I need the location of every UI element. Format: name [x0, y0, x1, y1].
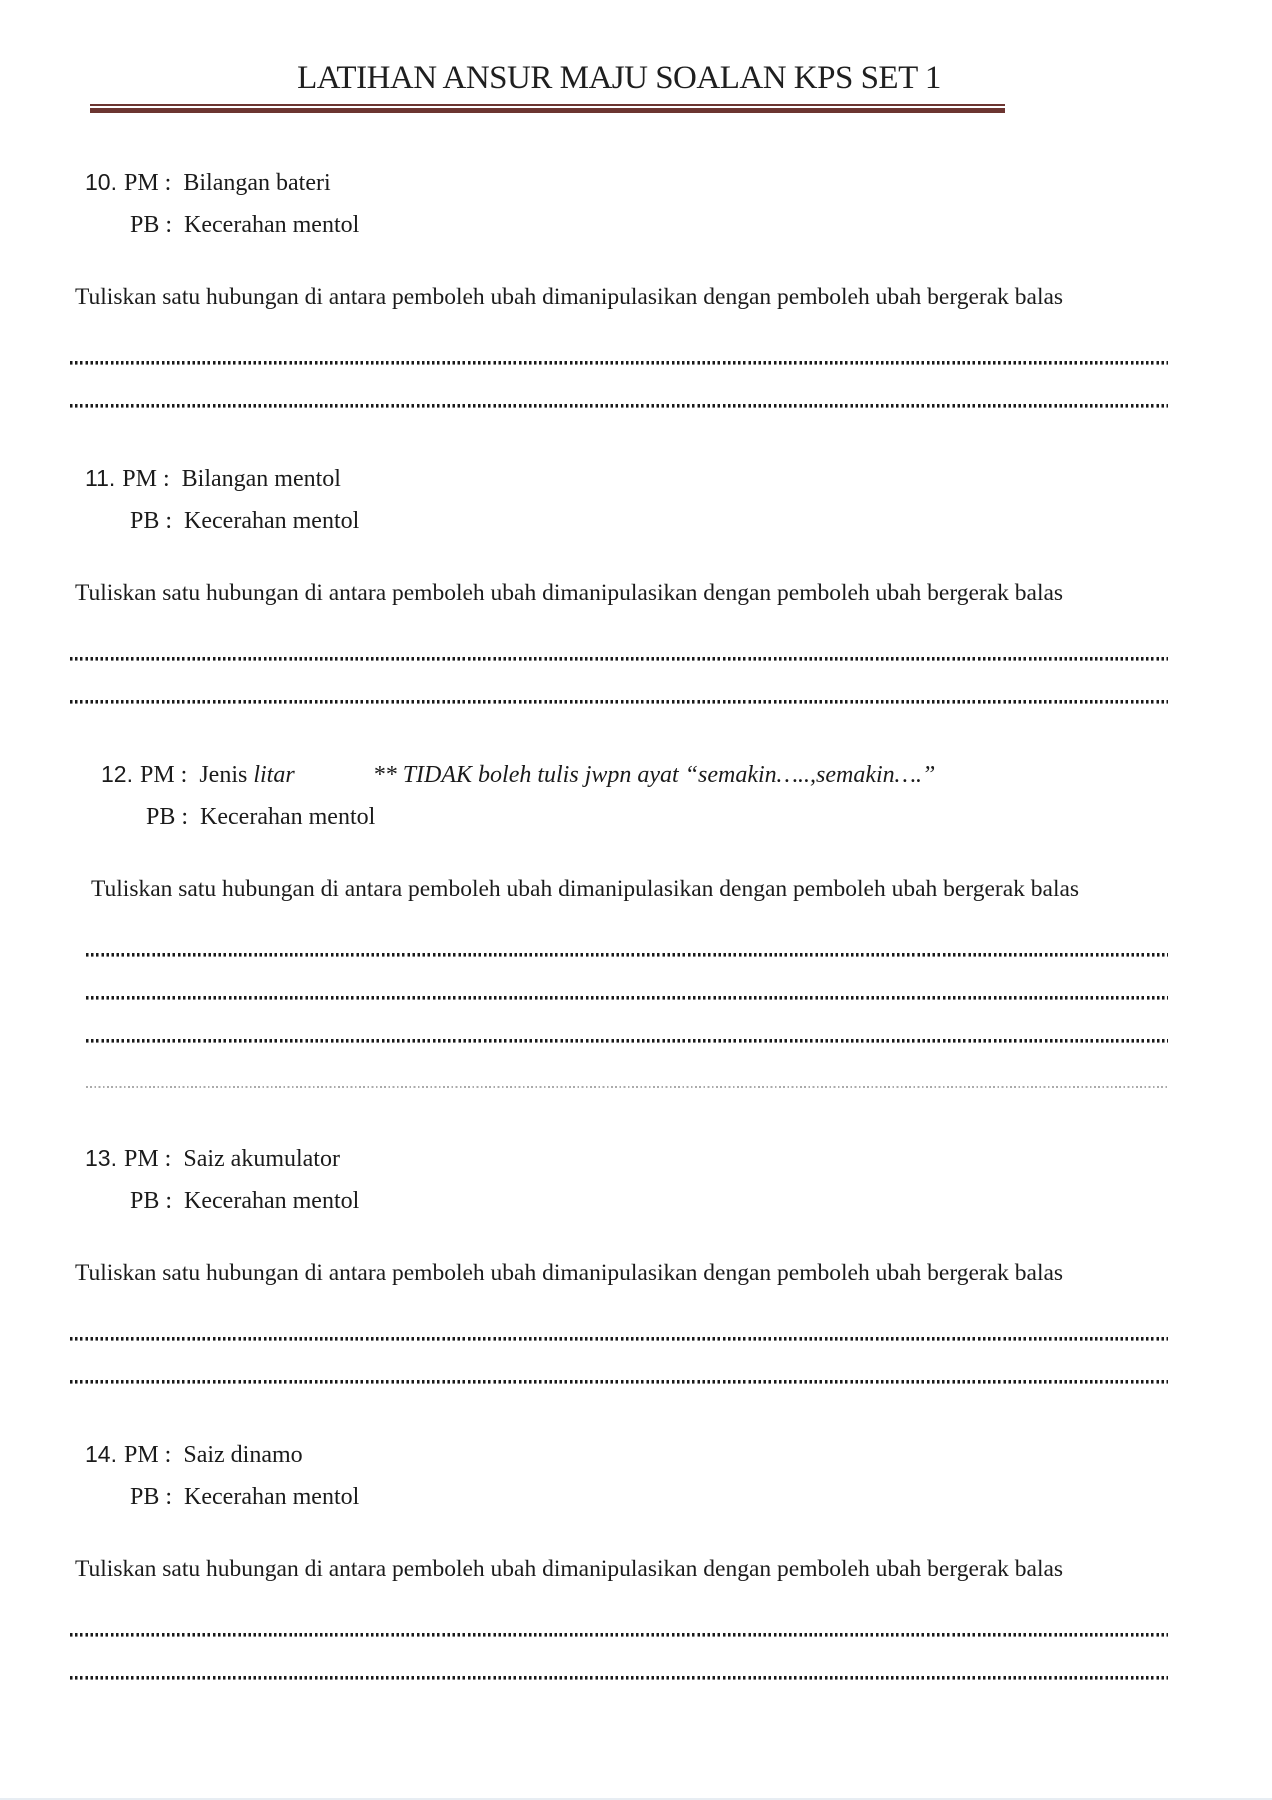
pb-value: Kecerahan mentol	[184, 1188, 360, 1214]
pm-line	[70, 167, 1168, 198]
pm-separator: :	[156, 466, 182, 492]
pm-value: Saiz dinamo	[183, 1442, 303, 1468]
question-block	[70, 167, 1168, 408]
pm-label: PM	[139, 762, 175, 788]
answer-dotted-line	[70, 322, 1168, 365]
pm-label: PM	[123, 1442, 159, 1468]
pm-value: Bilangan mentol	[181, 466, 341, 492]
answer-dotted-line	[86, 957, 1168, 1000]
pb-separator: :	[159, 1484, 185, 1510]
question-block	[70, 463, 1168, 704]
pb-line	[70, 1186, 1168, 1216]
question-block	[70, 1439, 1168, 1680]
pb-value: Kecerahan mentol	[184, 1484, 360, 1510]
question-block	[70, 1143, 1168, 1384]
pm-separator: :	[158, 1442, 184, 1468]
answer-lines	[70, 618, 1168, 704]
answer-dotted-line	[70, 1637, 1168, 1680]
answer-dotted-line	[70, 1594, 1168, 1637]
answer-dotted-line	[70, 618, 1168, 661]
pb-separator: :	[159, 212, 185, 238]
question-block	[86, 759, 1168, 1088]
answer-lines	[70, 322, 1168, 408]
instruction-text: Tuliskan satu hubungan di antara pemboleh ubah dimanipulasikan dengan pemboleh ubah bergerak balas	[75, 1260, 1064, 1286]
title-block	[70, 58, 1168, 113]
pb-label: PB	[130, 1484, 160, 1510]
pm-line	[70, 1143, 1168, 1174]
title-rule	[90, 104, 1005, 113]
instruction-text: Tuliskan satu hubungan di antara pemboleh ubah dimanipulasikan dengan pemboleh ubah bergerak balas	[91, 876, 1080, 902]
pm-label: PM	[123, 1146, 159, 1172]
answer-dotted-line	[70, 365, 1168, 408]
pb-value: Kecerahan mentol	[184, 508, 360, 534]
title-rule-thin-line	[90, 104, 1005, 106]
answer-dotted-line	[70, 1341, 1168, 1384]
pb-label: PB	[130, 212, 160, 238]
pb-line	[70, 506, 1168, 536]
questions-list	[70, 167, 1168, 1680]
pb-separator: :	[159, 1188, 185, 1214]
answer-dotted-line	[70, 1298, 1168, 1341]
pb-value: Kecerahan mentol	[200, 804, 376, 830]
title-rule-thick-line	[90, 108, 1005, 113]
pm-separator: :	[158, 1146, 184, 1172]
pm-line	[70, 1439, 1168, 1470]
answer-dotted-line-faint	[86, 1043, 1168, 1088]
page-title: LATIHAN ANSUR MAJU SOALAN KPS SET 1	[297, 60, 941, 96]
pm-value: Bilangan bateri	[183, 170, 331, 196]
pm-separator: :	[174, 762, 200, 788]
pm-label: PM	[123, 170, 159, 196]
pb-separator: :	[175, 804, 201, 830]
pm-line	[70, 463, 1168, 494]
pb-line	[70, 210, 1168, 240]
question-number: 11.	[85, 465, 116, 491]
pm-separator: :	[158, 170, 184, 196]
answer-lines	[86, 914, 1168, 1088]
pb-value: Kecerahan mentol	[184, 212, 360, 238]
pb-label: PB	[130, 1188, 160, 1214]
instruction-text: Tuliskan satu hubungan di antara pemboleh ubah dimanipulasikan dengan pemboleh ubah bergerak balas	[75, 284, 1064, 310]
instruction-text: Tuliskan satu hubungan di antara pemboleh ubah dimanipulasikan dengan pemboleh ubah bergerak balas	[75, 1556, 1064, 1582]
question-number: 13.	[85, 1145, 117, 1171]
pm-line	[86, 759, 1168, 790]
pb-line	[86, 802, 1168, 832]
answer-lines	[70, 1594, 1168, 1680]
question-number: 14.	[85, 1441, 117, 1467]
pm-label: PM	[122, 466, 157, 492]
pm-value: Saiz akumulator	[183, 1146, 340, 1172]
pm-value: Jenis	[199, 762, 254, 788]
answer-lines	[70, 1298, 1168, 1384]
answer-dotted-line	[86, 1000, 1168, 1043]
answer-dotted-line	[86, 914, 1168, 957]
pb-line	[70, 1482, 1168, 1512]
pb-separator: :	[159, 508, 185, 534]
answer-dotted-line	[70, 661, 1168, 704]
pm-note: ** TIDAK boleh tulis jwpn ayat “semakin…..,semakin….”	[372, 762, 936, 788]
question-number: 10.	[85, 169, 117, 195]
pm-value-italic: litar	[253, 762, 295, 788]
pb-label: PB	[146, 804, 176, 830]
pb-label: PB	[130, 508, 160, 534]
instruction-text: Tuliskan satu hubungan di antara pemboleh ubah dimanipulasikan dengan pemboleh ubah bergerak balas	[75, 580, 1064, 606]
question-number: 12.	[101, 761, 133, 787]
